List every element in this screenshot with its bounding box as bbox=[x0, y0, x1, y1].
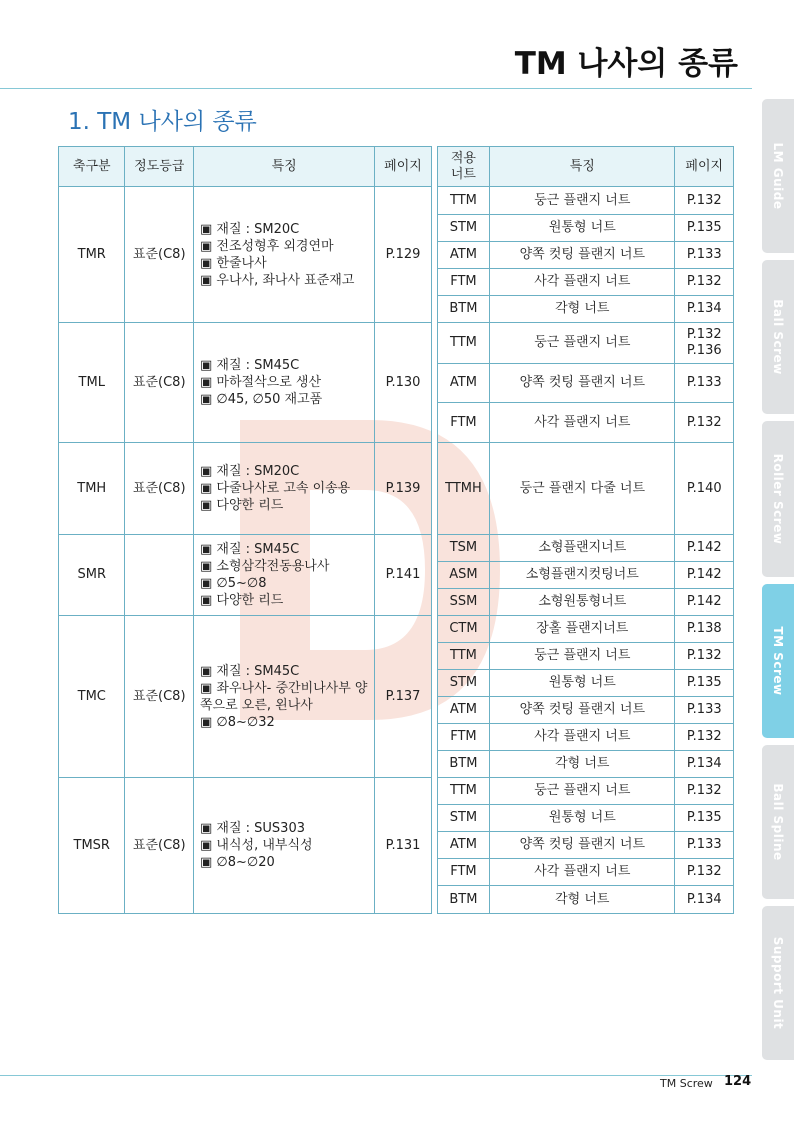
footer-page-number: 124 bbox=[724, 1074, 752, 1089]
feature-line: ▣ ∅8~∅20 bbox=[199, 855, 275, 870]
feature-line: ▣ 소형삼각전동용나사 bbox=[199, 559, 330, 574]
nut-type-cell: ATM bbox=[437, 697, 489, 724]
nut-type-cell: TSM bbox=[437, 535, 489, 562]
nut-type-cell: TTMH bbox=[437, 443, 489, 535]
side-tab-roller-screw[interactable]: Roller Screw bbox=[762, 421, 794, 577]
feature-line: ▣ ∅45, ∅50 재고품 bbox=[199, 392, 323, 407]
nut-page-cell: P.138 bbox=[675, 616, 734, 643]
nut-feature-cell: 둥근 플랜지 너트 bbox=[490, 778, 675, 805]
nut-page-cell: P.132 bbox=[675, 403, 734, 443]
side-tab-lm-guide[interactable]: LM Guide bbox=[762, 99, 794, 253]
nut-type-cell: STM bbox=[437, 670, 489, 697]
tm-screw-type-table bbox=[58, 146, 734, 914]
nut-page-cell: P.132 bbox=[675, 859, 734, 886]
nut-type-cell: BTM bbox=[437, 751, 489, 778]
feature-cell bbox=[193, 535, 374, 616]
nut-feature-cell: 각형 너트 bbox=[490, 751, 675, 778]
table-row bbox=[59, 323, 734, 364]
table-row bbox=[59, 443, 734, 535]
header-feature: 특징 bbox=[193, 147, 374, 187]
shaft-type-cell: TMSR bbox=[59, 778, 125, 914]
feature-line: ▣ 재질 : SM45C bbox=[199, 358, 300, 373]
nut-feature-cell: 둥근 플랜지 너트 bbox=[490, 187, 675, 215]
footer-divider bbox=[0, 1075, 752, 1076]
nut-type-cell: FTM bbox=[437, 269, 489, 296]
table-row bbox=[59, 535, 734, 562]
nut-feature-cell: 양쪽 컷팅 플랜지 너트 bbox=[490, 242, 675, 269]
nut-type-cell: FTM bbox=[437, 724, 489, 751]
nut-type-cell: ASM bbox=[437, 562, 489, 589]
feature-cell bbox=[193, 616, 374, 778]
nut-page-cell: P.133 bbox=[675, 697, 734, 724]
header-page: 페이지 bbox=[375, 147, 431, 187]
nut-page-cell: P.135 bbox=[675, 215, 734, 242]
feature-line: ▣ 마하절삭으로 생산 bbox=[199, 375, 321, 390]
nut-type-cell: ATM bbox=[437, 832, 489, 859]
nut-page-cell: P.132 bbox=[675, 778, 734, 805]
page-title: TM 나사의 종류 bbox=[514, 46, 738, 82]
nut-feature-cell: 원통형 너트 bbox=[490, 215, 675, 242]
shaft-type-cell: TMR bbox=[59, 187, 125, 323]
feature-line: ▣ 재질 : SM45C bbox=[199, 663, 300, 679]
nut-feature-cell: 둥근 플랜지 너트 bbox=[490, 643, 675, 670]
section-title: 1. TM 나사의 종류 bbox=[68, 109, 257, 135]
spec-page-cell: P.137 bbox=[375, 616, 431, 778]
feature-cell bbox=[193, 778, 374, 914]
spec-page-cell: P.139 bbox=[375, 443, 431, 535]
feature-line: ▣ 전조성형후 외경연마 bbox=[199, 238, 334, 254]
nut-page-cell: P.142 bbox=[675, 589, 734, 616]
spec-page-cell: P.129 bbox=[375, 187, 431, 323]
nut-feature-cell: 소형플랜지너트 bbox=[490, 535, 675, 562]
feature-line: ▣ 재질 : SM45C bbox=[199, 542, 300, 557]
nut-feature-cell: 둥근 플랜지 너트 bbox=[490, 323, 675, 364]
nut-page-cell: P.132 bbox=[675, 643, 734, 670]
shaft-type-cell: SMR bbox=[59, 535, 125, 616]
side-tab-tm-screw[interactable]: TM Screw bbox=[762, 584, 794, 738]
feature-line: ▣ 재질 : SM20C bbox=[199, 221, 300, 237]
nut-feature-cell: 양쪽 컷팅 플랜지 너트 bbox=[490, 364, 675, 403]
nut-type-cell: BTM bbox=[437, 296, 489, 323]
nut-type-cell: ATM bbox=[437, 364, 489, 403]
nut-feature-cell: 원통형 너트 bbox=[490, 805, 675, 832]
nut-type-cell: STM bbox=[437, 215, 489, 242]
feature-line: ▣ ∅8~∅32 bbox=[199, 714, 275, 730]
feature-line: ▣ ∅5~∅8 bbox=[199, 576, 267, 591]
nut-feature-cell: 둥근 플랜지 다줄 너트 bbox=[490, 443, 675, 535]
nut-feature-cell: 사각 플랜지 너트 bbox=[490, 859, 675, 886]
grade-cell: 표준(C8) bbox=[125, 187, 194, 323]
nut-page-cell: P.142 bbox=[675, 535, 734, 562]
feature-line: ▣ 좌우나사- 중간비나사부 양쪽으로 오른, 왼나사 bbox=[199, 680, 368, 713]
nut-feature-cell: 소형플랜지컷팅너트 bbox=[490, 562, 675, 589]
nut-type-cell: TTM bbox=[437, 187, 489, 215]
feature-line: ▣ 다양한 리드 bbox=[199, 498, 284, 513]
spec-page-cell: P.131 bbox=[375, 778, 431, 914]
header-shaft: 축구분 bbox=[59, 147, 125, 187]
nut-feature-cell: 장홀 플랜지너트 bbox=[490, 616, 675, 643]
grade-cell bbox=[125, 535, 194, 616]
side-tab-ball-spline[interactable]: Ball Spline bbox=[762, 745, 794, 899]
feature-line: ▣ 다줄나사로 고속 이송용 bbox=[199, 481, 351, 496]
nut-page-cell: P.132 bbox=[675, 269, 734, 296]
nut-type-cell: TTM bbox=[437, 643, 489, 670]
nut-page-cell: P.135 bbox=[675, 670, 734, 697]
side-tab-support-unit[interactable]: Support Unit bbox=[762, 906, 794, 1060]
nut-type-cell: FTM bbox=[437, 403, 489, 443]
header-nut-page: 페이지 bbox=[675, 147, 734, 187]
header-divider bbox=[0, 88, 752, 89]
table-row bbox=[59, 187, 734, 215]
nut-type-cell: ATM bbox=[437, 242, 489, 269]
grade-cell: 표준(C8) bbox=[125, 443, 194, 535]
feature-line: ▣ 우나사, 좌나사 표준재고 bbox=[199, 272, 355, 288]
nut-feature-cell: 양쪽 컷팅 플랜지 너트 bbox=[490, 832, 675, 859]
header-grade: 정도등급 bbox=[125, 147, 194, 187]
header-nut-feature: 특징 bbox=[490, 147, 675, 187]
spec-page-cell: P.141 bbox=[375, 535, 431, 616]
nut-feature-cell: 양쪽 컷팅 플랜지 너트 bbox=[490, 697, 675, 724]
feature-cell bbox=[193, 443, 374, 535]
table-row bbox=[59, 778, 734, 805]
nut-type-cell: SSM bbox=[437, 589, 489, 616]
header-nut: 적용 너트 bbox=[437, 147, 489, 187]
shaft-type-cell: TML bbox=[59, 323, 125, 443]
nut-page-cell: P.134 bbox=[675, 296, 734, 323]
feature-line: ▣ 다양한 리드 bbox=[199, 593, 284, 608]
shaft-type-cell: TMH bbox=[59, 443, 125, 535]
nut-type-cell: TTM bbox=[437, 323, 489, 364]
shaft-type-cell: TMC bbox=[59, 616, 125, 778]
feature-cell bbox=[193, 323, 374, 443]
grade-cell: 표준(C8) bbox=[125, 616, 194, 778]
nut-page-cell: P.132 bbox=[675, 724, 734, 751]
nut-page-cell: P.132 bbox=[675, 187, 734, 215]
nut-page-cell: P.140 bbox=[675, 443, 734, 535]
feature-cell bbox=[193, 187, 374, 323]
grade-cell: 표준(C8) bbox=[125, 323, 194, 443]
feature-line: ▣ 내식성, 내부식성 bbox=[199, 838, 313, 853]
nut-feature-cell: 사각 플랜지 너트 bbox=[490, 403, 675, 443]
feature-line: ▣ 재질 : SUS303 bbox=[199, 821, 305, 836]
nut-page-cell: P.135 bbox=[675, 805, 734, 832]
side-tab-ball-screw[interactable]: Ball Screw bbox=[762, 260, 794, 414]
nut-feature-cell: 원통형 너트 bbox=[490, 670, 675, 697]
nut-feature-cell: 사각 플랜지 너트 bbox=[490, 724, 675, 751]
nut-page-cell: P.142 bbox=[675, 562, 734, 589]
nut-type-cell: STM bbox=[437, 805, 489, 832]
nut-type-cell: CTM bbox=[437, 616, 489, 643]
nut-page-cell: P.134 bbox=[675, 751, 734, 778]
table-header-row bbox=[59, 147, 734, 187]
nut-type-cell: TTM bbox=[437, 778, 489, 805]
footer-section-label: TM Screw bbox=[660, 1077, 713, 1090]
nut-feature-cell: 소형원통형너트 bbox=[490, 589, 675, 616]
nut-page-cell: P.132 P.136 bbox=[675, 323, 734, 364]
nut-page-cell: P.133 bbox=[675, 364, 734, 403]
feature-line: ▣ 재질 : SM20C bbox=[199, 464, 300, 479]
nut-page-cell: P.133 bbox=[675, 242, 734, 269]
spec-page-cell: P.130 bbox=[375, 323, 431, 443]
side-section-tabs bbox=[762, 0, 794, 1123]
nut-feature-cell: 각형 너트 bbox=[490, 296, 675, 323]
nut-page-cell: P.133 bbox=[675, 832, 734, 859]
table-row bbox=[59, 616, 734, 643]
nut-type-cell: BTM bbox=[437, 886, 489, 914]
grade-cell: 표준(C8) bbox=[125, 778, 194, 914]
nut-page-cell: P.134 bbox=[675, 886, 734, 914]
nut-feature-cell: 사각 플랜지 너트 bbox=[490, 269, 675, 296]
nut-feature-cell: 각형 너트 bbox=[490, 886, 675, 914]
nut-type-cell: FTM bbox=[437, 859, 489, 886]
feature-line: ▣ 한줄나사 bbox=[199, 255, 267, 271]
